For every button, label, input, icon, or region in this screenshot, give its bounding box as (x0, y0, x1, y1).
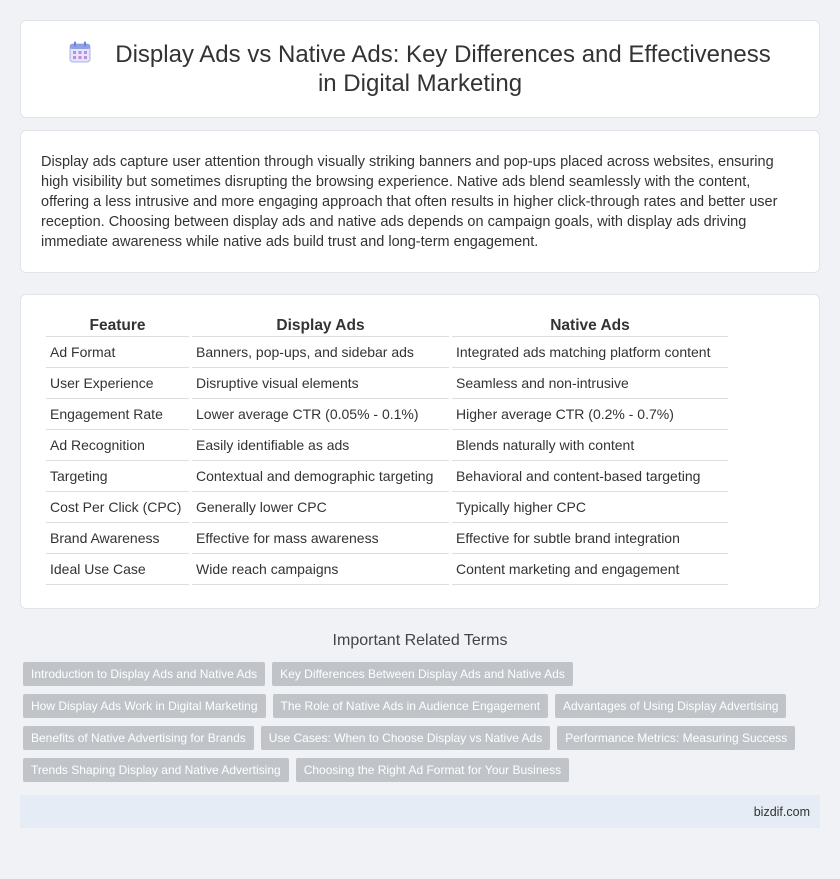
tag-row (23, 694, 820, 718)
tag-row (23, 726, 820, 750)
cell-feature: User Experience (46, 368, 189, 399)
cell-native: Blends naturally with content (452, 430, 728, 461)
cell-display: Generally lower CPC (192, 492, 449, 523)
related-term-link[interactable]: Choosing the Right Ad Format for Your Business (296, 758, 569, 782)
related-term-link[interactable]: How Display Ads Work in Digital Marketing (23, 694, 266, 718)
cell-display: Easily identifiable as ads (192, 430, 449, 461)
comparison-table (43, 313, 731, 585)
tag-row (23, 758, 820, 782)
footer (20, 795, 820, 828)
cell-native: Content marketing and engagement (452, 554, 728, 585)
related-term-link[interactable]: Key Differences Between Display Ads and Native Ads (272, 662, 573, 686)
comparison-card (20, 294, 820, 609)
cell-feature: Targeting (46, 461, 189, 492)
cell-display: Wide reach campaigns (192, 554, 449, 585)
related-term-link[interactable]: Advantages of Using Display Advertising (555, 694, 786, 718)
related-term-link[interactable]: Use Cases: When to Choose Display vs Native Ads (261, 726, 550, 750)
header-native-ads: Native Ads (452, 313, 728, 337)
footer-site[interactable]: bizdif.com (753, 804, 810, 819)
table-header-row (46, 313, 728, 337)
related-term-link[interactable]: Performance Metrics: Measuring Success (557, 726, 795, 750)
table-row (46, 461, 728, 492)
cell-feature: Engagement Rate (46, 399, 189, 430)
cell-feature: Ad Recognition (46, 430, 189, 461)
cell-native: Seamless and non-intrusive (452, 368, 728, 399)
title-card (20, 20, 820, 118)
cell-feature: Ad Format (46, 337, 189, 368)
cell-native: Typically higher CPC (452, 492, 728, 523)
cell-display: Disruptive visual elements (192, 368, 449, 399)
header-feature: Feature (46, 313, 189, 337)
related-term-link[interactable]: Introduction to Display Ads and Native Ads (23, 662, 265, 686)
header-display-ads: Display Ads (192, 313, 449, 337)
table-row (46, 399, 728, 430)
intro-text: Display ads capture user attention through visually striking banners and pop-ups placed across websites, ensuring high visibility but sometimes disrupting the browsing experience. Native ads blend seamlessly with the content, offering a less intrusive and more engaging approach that often results in higher click-through rates and better user reception. Choosing between display ads and native ads depends on campaign goals, with display ads driving immediate awareness while native ads build trust and long-term engagement. (41, 154, 778, 250)
cell-display: Banners, pop-ups, and sidebar ads (192, 337, 449, 368)
cell-native: Integrated ads matching platform content (452, 337, 728, 368)
cell-native: Higher average CTR (0.2% - 0.7%) (452, 399, 728, 430)
table-row (46, 492, 728, 523)
related-term-link[interactable]: Benefits of Native Advertising for Brands (23, 726, 254, 750)
page-title-wrap (61, 40, 779, 98)
intro-card (20, 130, 820, 273)
page-title: Display Ads vs Native Ads: Key Differences and Effectiveness in Digital Marketing (115, 41, 771, 97)
cell-native: Behavioral and content-based targeting (452, 461, 728, 492)
calendar-icon (69, 41, 91, 63)
tag-row (23, 662, 820, 686)
related-term-link[interactable]: The Role of Native Ads in Audience Engagement (273, 694, 549, 718)
table-row (46, 337, 728, 368)
cell-native: Effective for subtle brand integration (452, 523, 728, 554)
cell-feature: Brand Awareness (46, 523, 189, 554)
cell-feature: Cost Per Click (CPC) (46, 492, 189, 523)
table-row (46, 523, 728, 554)
cell-display: Effective for mass awareness (192, 523, 449, 554)
related-term-link[interactable]: Trends Shaping Display and Native Advertising (23, 758, 289, 782)
cell-display: Contextual and demographic targeting (192, 461, 449, 492)
related-terms-title: Important Related Terms (332, 632, 508, 649)
table-row (46, 368, 728, 399)
table-row (46, 554, 728, 585)
cell-display: Lower average CTR (0.05% - 0.1%) (192, 399, 449, 430)
cell-feature: Ideal Use Case (46, 554, 189, 585)
related-terms (0, 662, 840, 782)
table-row (46, 430, 728, 461)
